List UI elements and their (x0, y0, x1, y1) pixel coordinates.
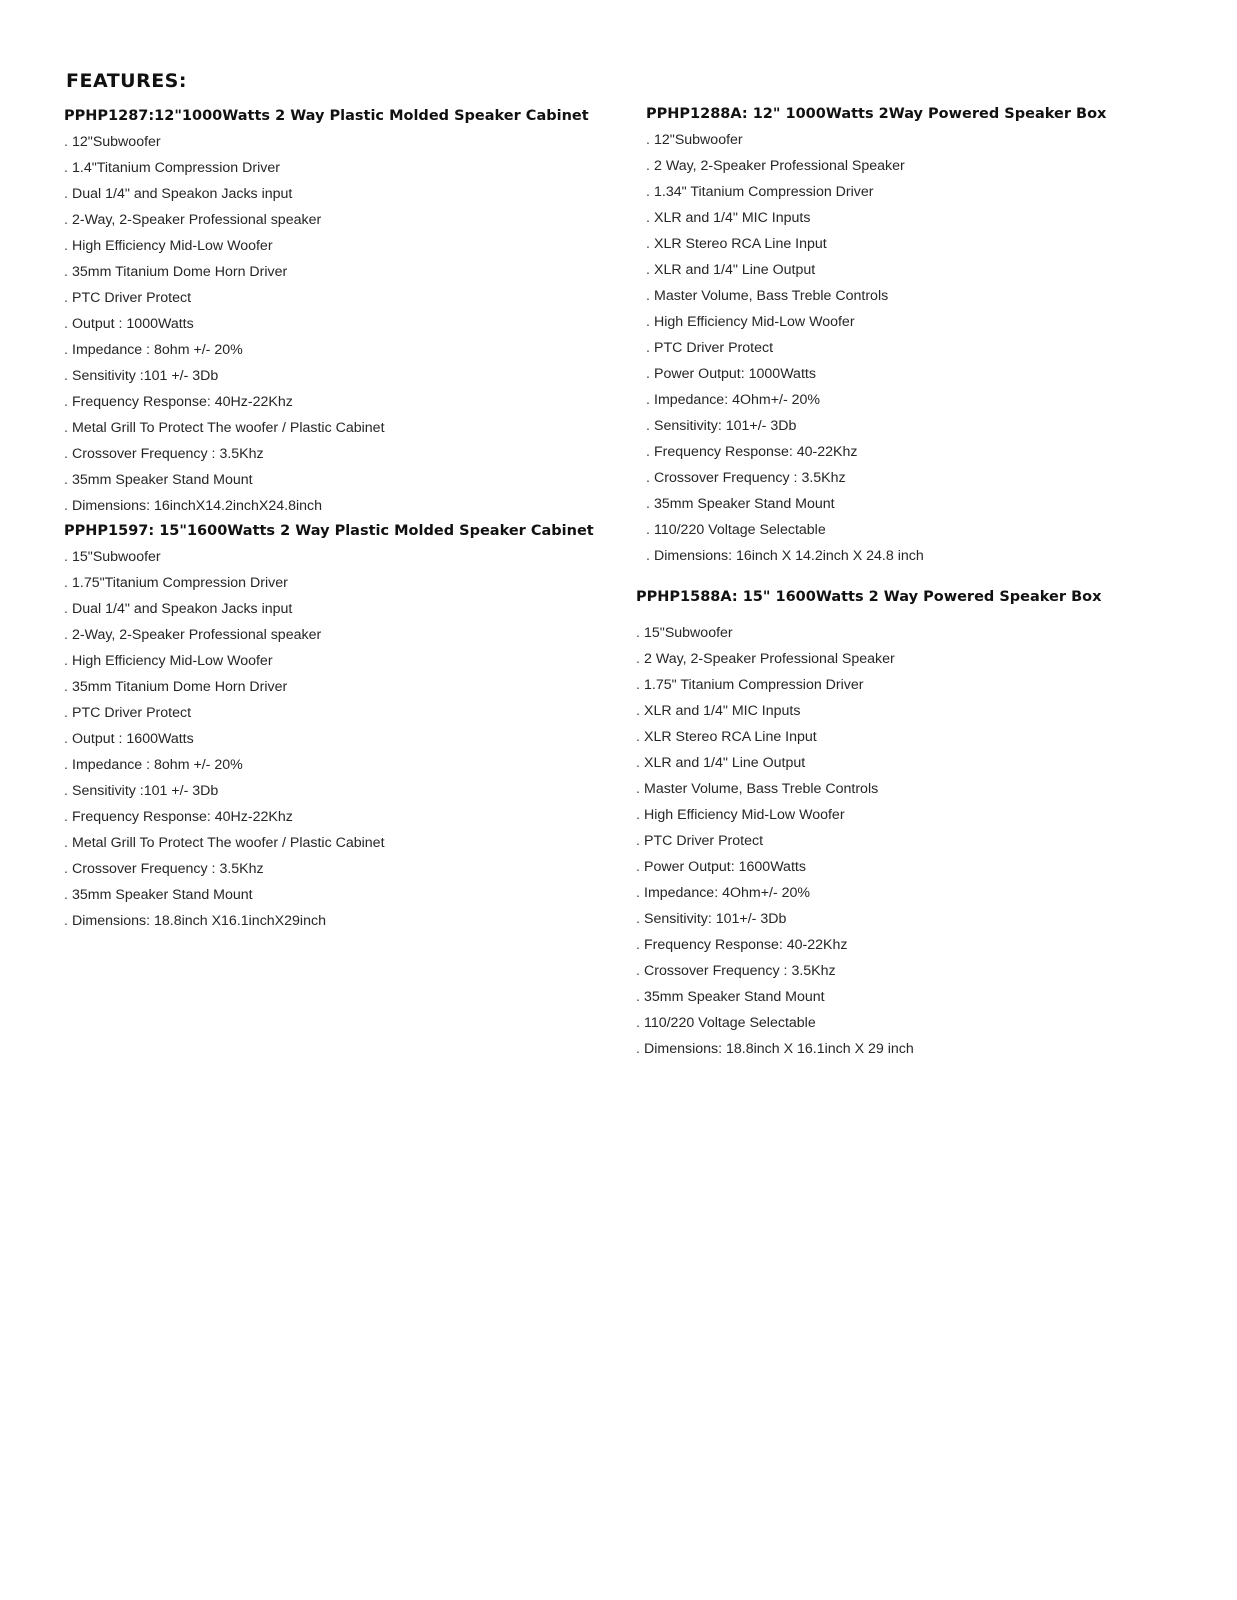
feature-item: . XLR Stereo RCA Line Input (636, 724, 1101, 750)
feature-item: . 35mm Speaker Stand Mount (636, 984, 1101, 1010)
feature-item: . 12"Subwoofer (646, 127, 1106, 153)
feature-item: . 15"Subwoofer (64, 544, 594, 570)
feature-item: . Frequency Response: 40Hz-22Khz (64, 804, 594, 830)
feature-item: . Output : 1600Watts (64, 726, 594, 752)
feature-item: . Master Volume, Bass Treble Controls (636, 776, 1101, 802)
feature-item: . XLR and 1/4" MIC Inputs (636, 698, 1101, 724)
section-pphp1597 (64, 519, 594, 934)
feature-list (636, 620, 1101, 1062)
feature-item: . Crossover Frequency : 3.5Khz (636, 958, 1101, 984)
feature-item: . 35mm Speaker Stand Mount (64, 467, 589, 493)
feature-item: . Impedance: 4Ohm+/- 20% (636, 880, 1101, 906)
feature-item: . Sensitivity :101 +/- 3Db (64, 778, 594, 804)
feature-item: . Dimensions: 18.8inch X 16.1inch X 29 inch (636, 1036, 1101, 1062)
features-heading: FEATURES: (66, 70, 187, 92)
section-pphp1287 (64, 104, 589, 519)
feature-item: . 1.75" Titanium Compression Driver (636, 672, 1101, 698)
feature-item: . 2-Way, 2-Speaker Professional speaker (64, 207, 589, 233)
feature-item: . Metal Grill To Protect The woofer / Plastic Cabinet (64, 415, 589, 441)
feature-list (64, 129, 589, 519)
feature-item: . 35mm Speaker Stand Mount (64, 882, 594, 908)
feature-item: . Dimensions: 16inch X 14.2inch X 24.8 inch (646, 543, 1106, 569)
feature-list (64, 544, 594, 934)
feature-item: . XLR and 1/4" Line Output (646, 257, 1106, 283)
feature-item: . 1.34" Titanium Compression Driver (646, 179, 1106, 205)
feature-item: . Sensitivity :101 +/- 3Db (64, 363, 589, 389)
feature-item: . Crossover Frequency : 3.5Khz (64, 856, 594, 882)
feature-item: . Power Output: 1600Watts (636, 854, 1101, 880)
feature-item: . Sensitivity: 101+/- 3Db (646, 413, 1106, 439)
feature-item: . XLR Stereo RCA Line Input (646, 231, 1106, 257)
feature-item: . Metal Grill To Protect The woofer / Plastic Cabinet (64, 830, 594, 856)
feature-item: . 110/220 Voltage Selectable (646, 517, 1106, 543)
feature-item: . PTC Driver Protect (636, 828, 1101, 854)
feature-item: . High Efficiency Mid-Low Woofer (646, 309, 1106, 335)
feature-item: . Impedance: 4Ohm+/- 20% (646, 387, 1106, 413)
feature-item: . 35mm Speaker Stand Mount (646, 491, 1106, 517)
feature-item: . Sensitivity: 101+/- 3Db (636, 906, 1101, 932)
feature-item: . PTC Driver Protect (64, 700, 594, 726)
feature-item: . Impedance : 8ohm +/- 20% (64, 337, 589, 363)
feature-item: . 15"Subwoofer (636, 620, 1101, 646)
feature-item: . High Efficiency Mid-Low Woofer (64, 233, 589, 259)
feature-item: . 35mm Titanium Dome Horn Driver (64, 674, 594, 700)
feature-item: . 1.75"Titanium Compression Driver (64, 570, 594, 596)
section-pphp1588a (636, 585, 1101, 1062)
feature-item: . Dual 1/4" and Speakon Jacks input (64, 181, 589, 207)
feature-item: . 2 Way, 2-Speaker Professional Speaker (636, 646, 1101, 672)
feature-item: . High Efficiency Mid-Low Woofer (636, 802, 1101, 828)
section-title: PPHP1288A: 12" 1000Watts 2Way Powered Speaker Box (646, 106, 1107, 122)
feature-item: . Frequency Response: 40Hz-22Khz (64, 389, 589, 415)
feature-item: . Crossover Frequency : 3.5Khz (64, 441, 589, 467)
feature-item: . 12"Subwoofer (64, 129, 589, 155)
feature-item: . Dimensions: 16inchX14.2inchX24.8inch (64, 493, 589, 519)
feature-item: . High Efficiency Mid-Low Woofer (64, 648, 594, 674)
feature-item: . Output : 1000Watts (64, 311, 589, 337)
feature-item: . XLR and 1/4" MIC Inputs (646, 205, 1106, 231)
feature-item: . Frequency Response: 40-22Khz (646, 439, 1106, 465)
feature-item: . Power Output: 1000Watts (646, 361, 1106, 387)
feature-item: . Master Volume, Bass Treble Controls (646, 283, 1106, 309)
feature-list (646, 127, 1106, 569)
feature-item: . 110/220 Voltage Selectable (636, 1010, 1101, 1036)
feature-item: . Impedance : 8ohm +/- 20% (64, 752, 594, 778)
feature-item: . Crossover Frequency : 3.5Khz (646, 465, 1106, 491)
section-title: PPHP1597: 15"1600Watts 2 Way Plastic Molded Speaker Cabinet (64, 523, 594, 539)
feature-item: . 2-Way, 2-Speaker Professional speaker (64, 622, 594, 648)
feature-item: . XLR and 1/4" Line Output (636, 750, 1101, 776)
section-title: PPHP1588A: 15" 1600Watts 2 Way Powered Speaker Box (636, 589, 1102, 605)
feature-item: . 1.4"Titanium Compression Driver (64, 155, 589, 181)
feature-item: . 2 Way, 2-Speaker Professional Speaker (646, 153, 1106, 179)
feature-item: . Dimensions: 18.8inch X16.1inchX29inch (64, 908, 594, 934)
feature-item: . 35mm Titanium Dome Horn Driver (64, 259, 589, 285)
section-pphp1288a (646, 102, 1106, 569)
feature-item: . PTC Driver Protect (646, 335, 1106, 361)
feature-item: . Frequency Response: 40-22Khz (636, 932, 1101, 958)
feature-item: . Dual 1/4" and Speakon Jacks input (64, 596, 594, 622)
section-title: PPHP1287:12"1000Watts 2 Way Plastic Molded Speaker Cabinet (64, 108, 589, 124)
feature-item: . PTC Driver Protect (64, 285, 589, 311)
